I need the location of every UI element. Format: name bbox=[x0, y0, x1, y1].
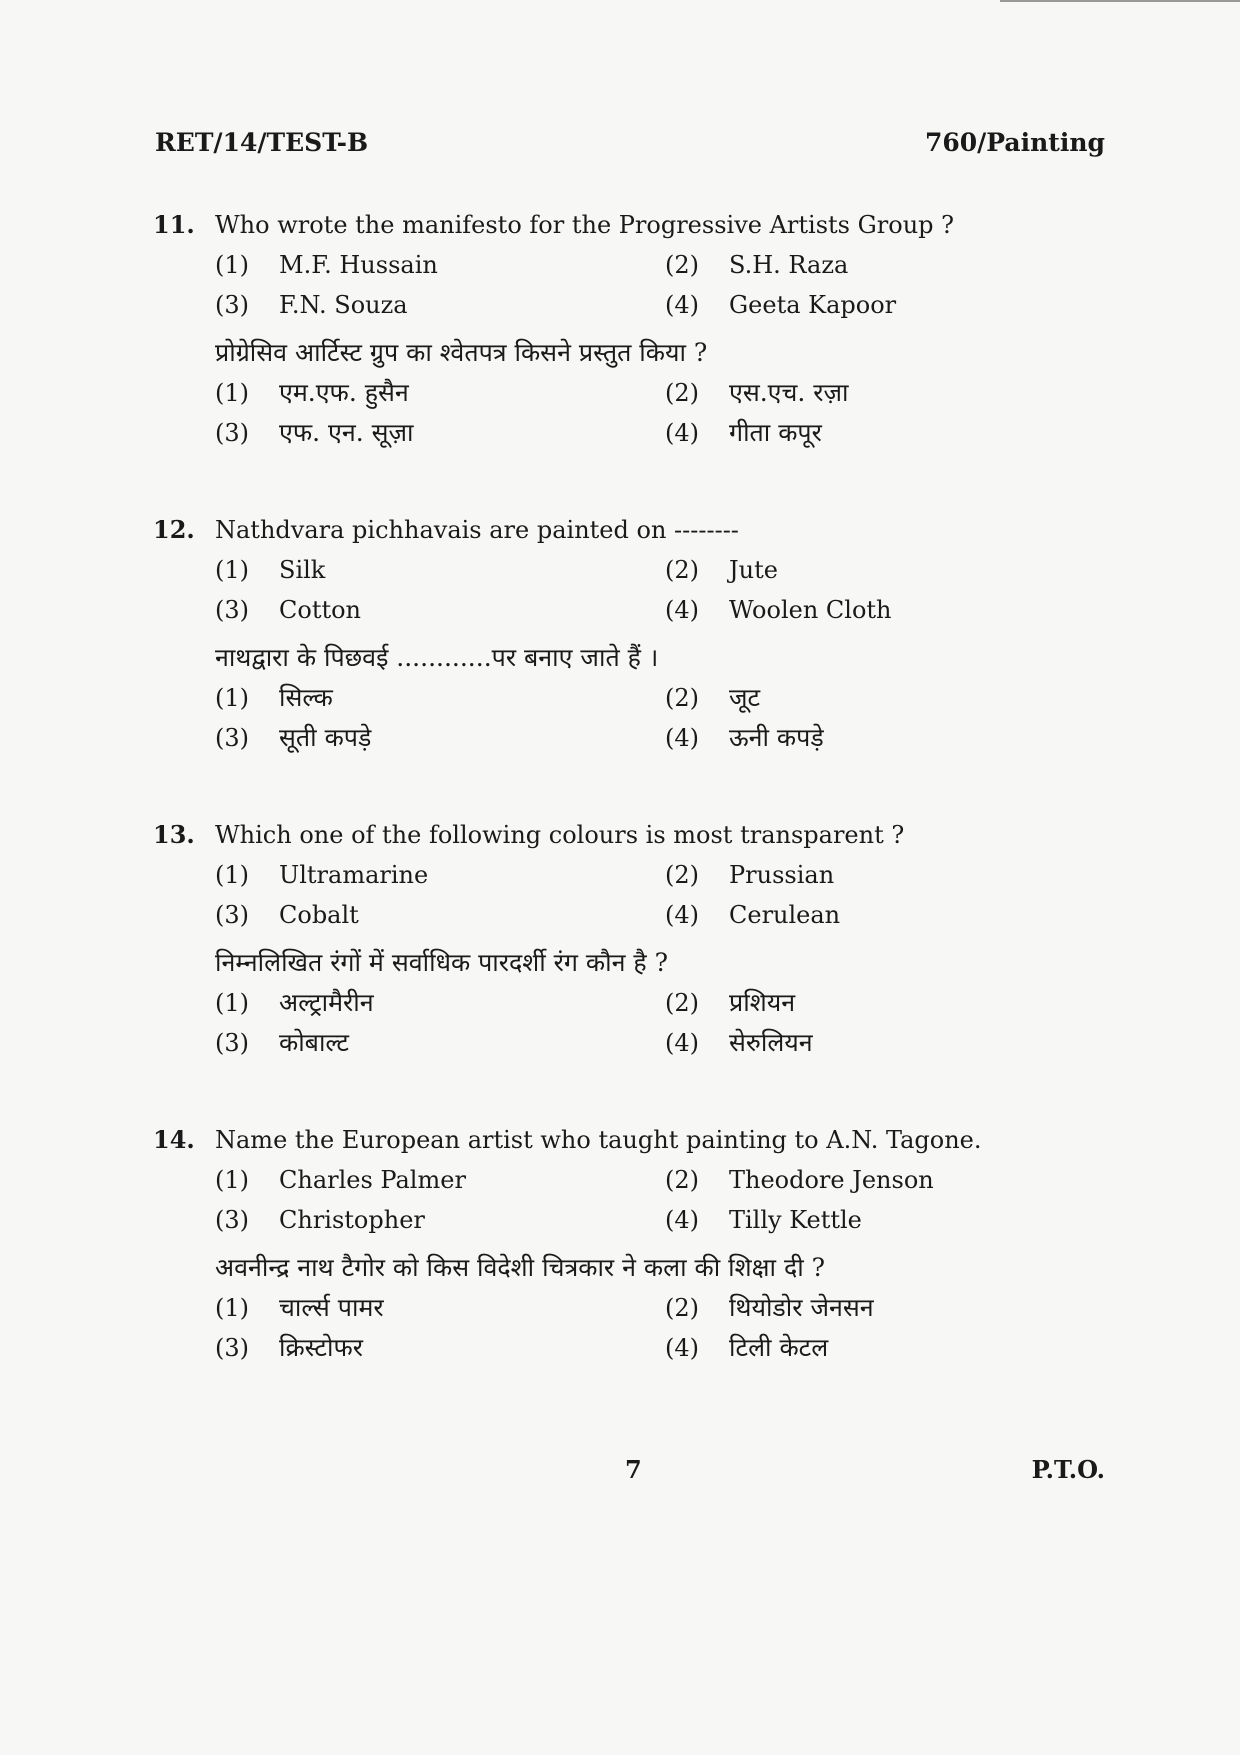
page-header bbox=[155, 128, 1105, 157]
question-text-hi: निम्नलिखित रंगों में सर्वाधिक पारदर्शी रंग कौन है ? bbox=[215, 948, 669, 977]
option-hi-2: (2) थियोडोर जेनसन bbox=[665, 1293, 874, 1322]
question-number: 13. bbox=[153, 820, 195, 849]
option-hi-3: (3) कोबाल्ट bbox=[215, 1028, 349, 1057]
option-hi-4: (4) टिली केटल bbox=[665, 1333, 829, 1362]
question-14 bbox=[153, 1120, 1113, 1368]
option-hi-4: (4) गीता कपूर bbox=[665, 418, 822, 447]
question-text-hi: नाथद्वारा के पिछवई ............पर बनाए जाते हैं । bbox=[215, 643, 659, 672]
question-13 bbox=[153, 815, 1113, 1063]
question-11 bbox=[153, 205, 1113, 453]
option-hi-1: (1) सिल्क bbox=[215, 683, 333, 712]
question-number: 14. bbox=[153, 1125, 195, 1154]
option-hi-1: (1) चार्ल्स पामर bbox=[215, 1293, 384, 1322]
option-hi-2: (2) जूट bbox=[665, 683, 761, 712]
option-hi-2: (2) प्रशियन bbox=[665, 988, 796, 1017]
option-en-2: (2) S.H. Raza bbox=[665, 251, 849, 279]
option-hi-4: (4) ऊनी कपड़े bbox=[665, 723, 824, 752]
page-number: 7 bbox=[625, 1455, 642, 1484]
option-en-1: (1) Ultramarine bbox=[215, 861, 429, 889]
option-en-3: (3) Cotton bbox=[215, 596, 362, 624]
option-en-1: (1) Silk bbox=[215, 556, 326, 584]
option-hi-3: (3) क्रिस्टोफर bbox=[215, 1333, 363, 1362]
option-en-1: (1) M.F. Hussain bbox=[215, 251, 438, 279]
option-en-3: (3) Cobalt bbox=[215, 901, 359, 929]
subject-code: 760/Painting bbox=[924, 128, 1105, 157]
question-text-en: Who wrote the manifesto for the Progressive Artists Group ? bbox=[215, 211, 955, 239]
option-en-2: (2) Theodore Jenson bbox=[665, 1166, 934, 1194]
option-hi-4: (4) सेरुलियन bbox=[665, 1028, 813, 1057]
option-hi-1: (1) एम.एफ. हुसैन bbox=[215, 378, 409, 407]
scan-edge-mark bbox=[1000, 0, 1240, 2]
pto-label: P.T.O. bbox=[1031, 1455, 1105, 1484]
question-text-en: Which one of the following colours is most transparent ? bbox=[215, 821, 905, 849]
option-en-3: (3) F.N. Souza bbox=[215, 291, 408, 319]
question-text-en: Name the European artist who taught painting to A.N. Tagone. bbox=[215, 1126, 982, 1154]
test-code: RET/14/TEST-B bbox=[155, 128, 369, 157]
option-hi-3: (3) एफ. एन. सूज़ा bbox=[215, 418, 414, 447]
option-en-4: (4) Tilly Kettle bbox=[665, 1206, 862, 1234]
option-en-4: (4) Geeta Kapoor bbox=[665, 291, 897, 319]
question-text-en: Nathdvara pichhavais are painted on -------- bbox=[215, 516, 739, 544]
option-en-2: (2) Jute bbox=[665, 556, 778, 584]
question-text-hi: प्रोग्रेसिव आर्टिस्ट ग्रुप का श्वेतपत्र किसने प्रस्तुत किया ? bbox=[215, 338, 708, 367]
option-hi-2: (2) एस.एच. रज़ा bbox=[665, 378, 849, 407]
option-en-4: (4) Cerulean bbox=[665, 901, 841, 929]
question-number: 11. bbox=[153, 210, 195, 239]
option-hi-1: (1) अल्ट्रामैरीन bbox=[215, 988, 374, 1017]
option-hi-3: (3) सूती कपड़े bbox=[215, 723, 372, 752]
question-12 bbox=[153, 510, 1113, 758]
question-number: 12. bbox=[153, 515, 195, 544]
question-text-hi: अवनीन्द्र नाथ टैगोर को किस विदेशी चित्रकार ने कला की शिक्षा दी ? bbox=[215, 1253, 826, 1282]
option-en-1: (1) Charles Palmer bbox=[215, 1166, 466, 1194]
option-en-2: (2) Prussian bbox=[665, 861, 835, 889]
option-en-3: (3) Christopher bbox=[215, 1206, 425, 1234]
option-en-4: (4) Woolen Cloth bbox=[665, 596, 892, 624]
